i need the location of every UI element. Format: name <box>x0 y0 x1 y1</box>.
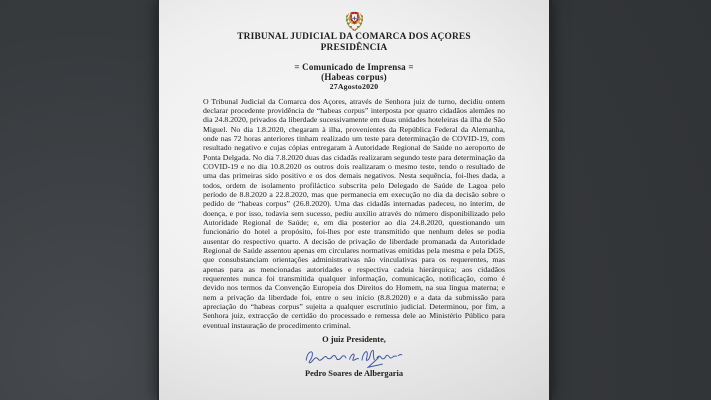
press-release-body: O Tribunal Judicial da Comarca dos Açores, através de Senhora juiz de turno, decidiu ontem declarar procedente providência de “habeas corpus” interposta por quatro cidadãos alemães no dia 24.8.2020, privados da liberdade sucessivamente em duas unidades hoteleiras da ilha de São Miguel. No dia 1.8.2020, chegaram à ilha, provenientes da República Federal da Alemanha, onde nas 72 horas anteriores tinham realizado um teste para determinação de COVID-19, com resultado negativo e cujas cópias entregaram à Autoridade Regional de Saúde no aeroporto de Ponta Delgada. No dia 7.8.2020 duas das cidadãs realizaram segundo teste para determinação da COVID-19 e no dia 10.8.2020 os outros dois realizaram o mesmo teste, tendo o resultado de uma das primeiras sido positivo e os dos demais negativos. Nesta sequência, foi-lhes dada, a todos, ordem de isolamento profiláctico subscrita pelo Delegado de Saúde de Lagoa pelo período de 8.8.2020 a 22.8.2020, mas que permanecia em execução no dia da decisão sobre o pedido de “habeas corpus” (26.8.2020). Uma das cidadãs internadas padeceu, no ínterim, de doença, e por isso, todavia sem sucesso, pediu auxílio através do número disponibilizado pelo Autoridade Regional de Saúde; e, em dia posterior ao dia 24.8.2020, questionando um funcionário do hotel a propósito, foi-lhes por este transmitido que nenhum deles se podia ausentar do respectivo quarto. A decisão de privação de liberdade promanada da Autoridade Regional de Saúde assentou apenas em circulares normativas emitidas pela mesma e pela DGS, que consubstanciam orientações administrativas não vinculativas para os requerentes, mas apenas para as mencionadas autoridades e respectiva cadeia hierárquica; aos cidadãos requerentes nunca foi transmitida qualquer informação, comunicação, notificação, como é devido nos termos da Convenção Europeia dos Direitos do Homem, na sua língua materna; e nem a privação da liberdade foi, entre o seu início (8.8.2020) e a data da submissão para apreciação do “habeas corpus” sujeita a qualquer escrutínio judicial. Determinou, por fim, a Senhora juiz, extracção de certidão do processado e remessa dele ao Ministério Público para eventual instauração de procedimento criminal. <box>203 96 505 330</box>
judge-signature-icon <box>295 346 413 369</box>
signoff-role-line: O juiz Presidente, <box>322 335 386 345</box>
court-name: TRIBUNAL JUDICIAL DA COMARCA DOS AÇORES <box>237 32 471 42</box>
release-date: 27Agosto2020 <box>329 81 379 91</box>
release-type-title: = Comunicado de Imprensa = <box>294 61 414 72</box>
portugal-coat-of-arms-icon <box>344 6 365 31</box>
document-page <box>157 0 552 400</box>
signer-name: Pedro Soares de Albergaria <box>304 369 404 379</box>
department-name: PRESIDÊNCIA <box>320 42 388 53</box>
release-subject: (Habeas corpus) <box>321 71 387 82</box>
